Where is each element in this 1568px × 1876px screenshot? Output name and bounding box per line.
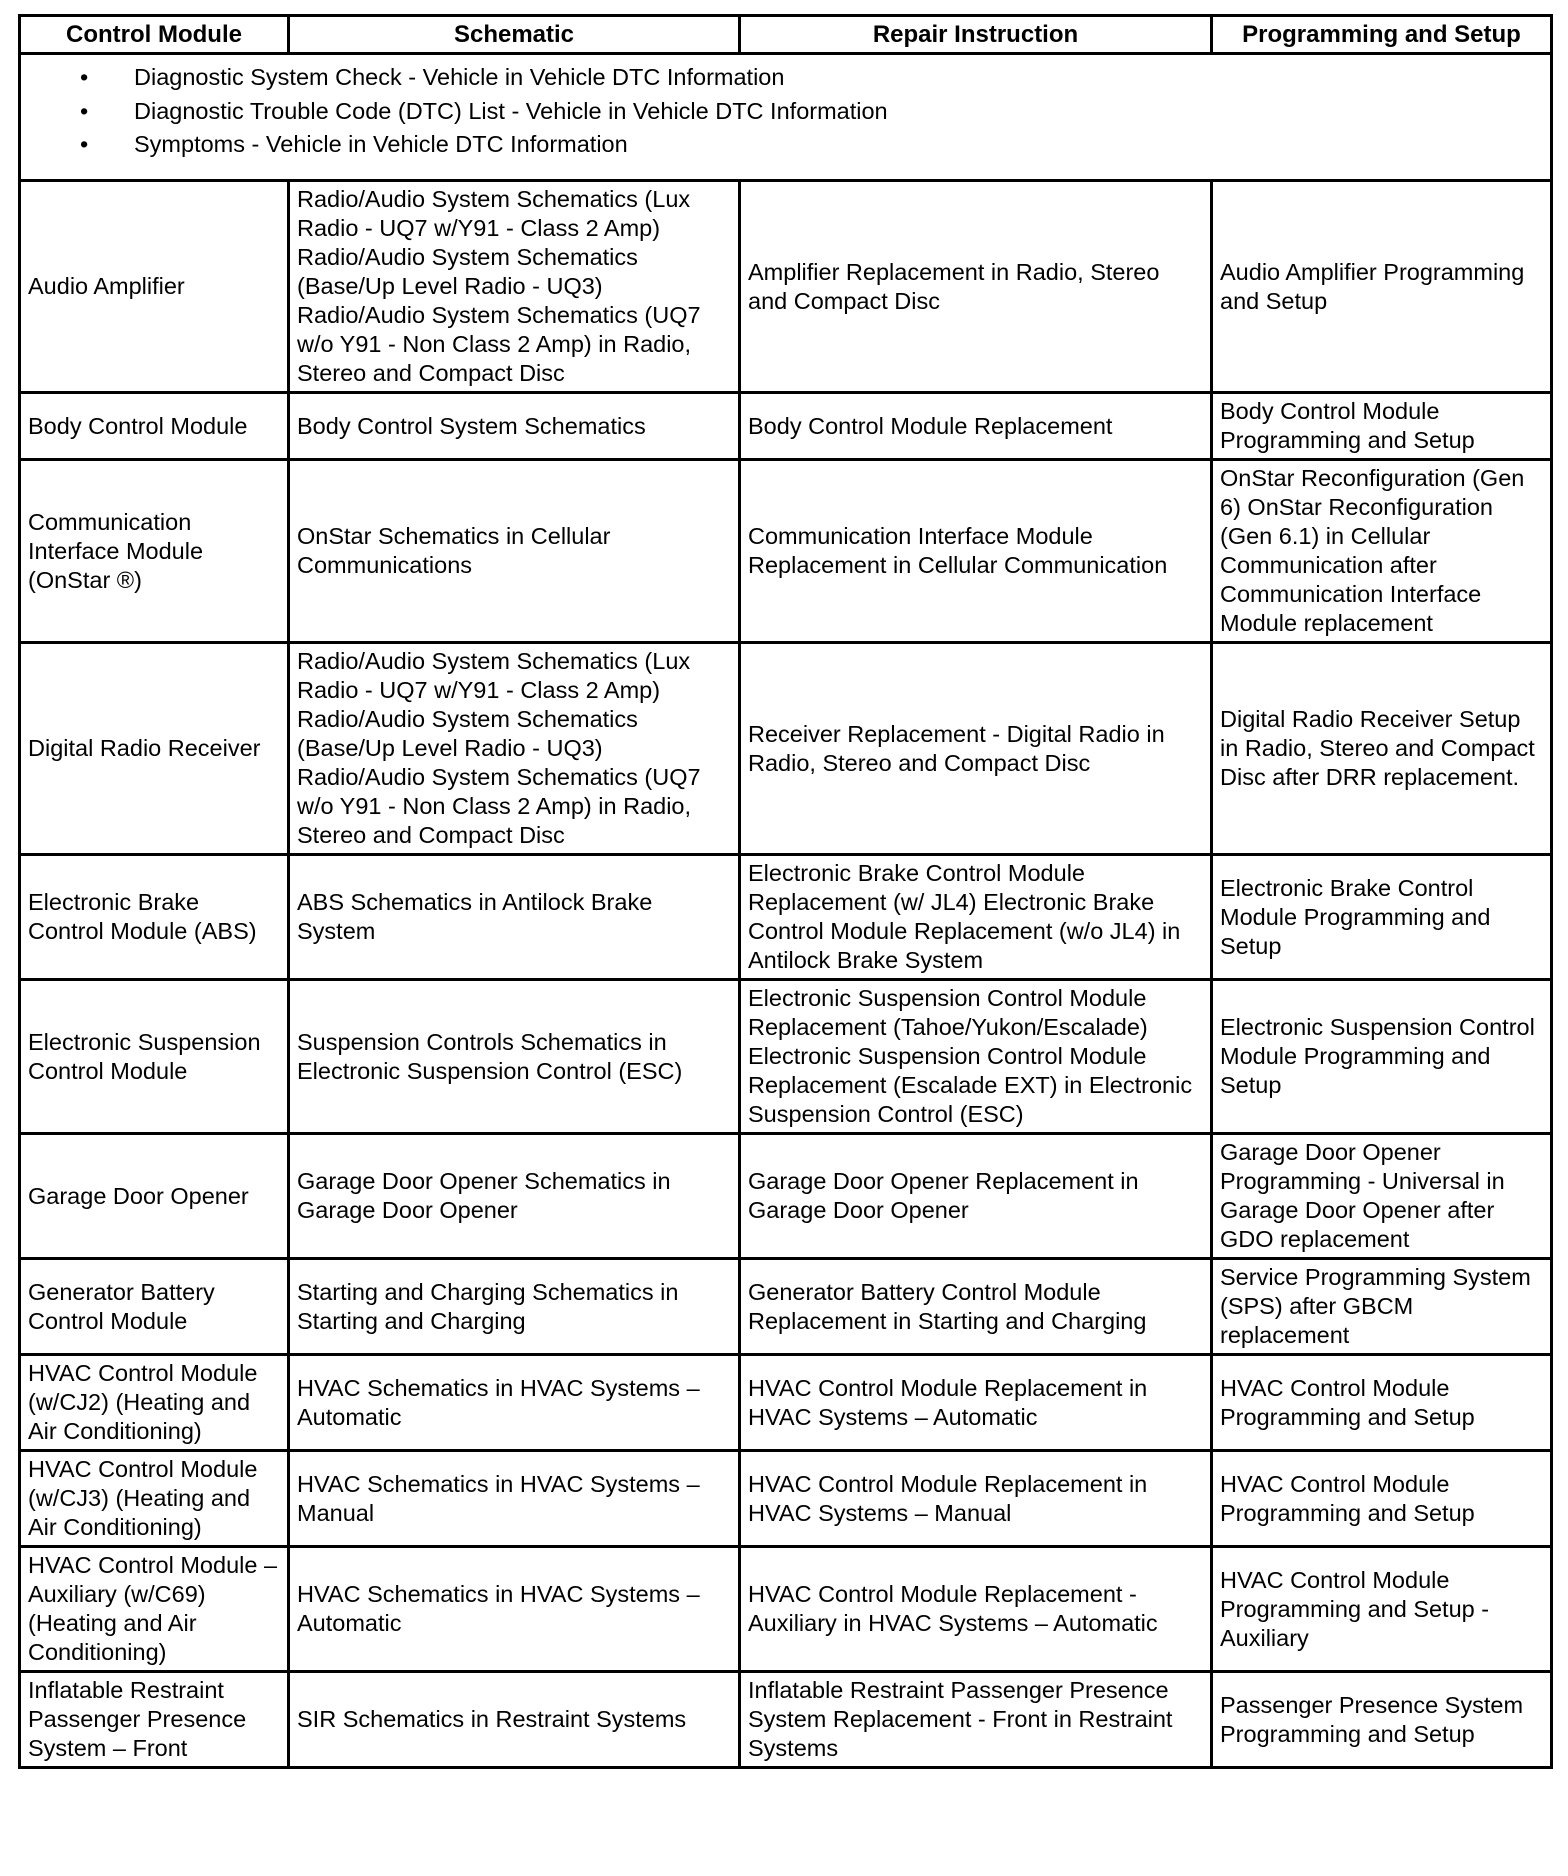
table-row bbox=[20, 1672, 1552, 1768]
repair-link[interactable]: HVAC Control Module Replacement in HVAC Systems – Automatic bbox=[740, 1355, 1212, 1451]
bullet-icon: • bbox=[80, 64, 89, 90]
header-row bbox=[20, 16, 1552, 54]
list-item[interactable]: • Diagnostic Trouble Code (DTC) List - Vehicle in Vehicle DTC Information bbox=[80, 97, 888, 124]
repair-link[interactable]: HVAC Control Module Replacement in HVAC Systems – Manual bbox=[740, 1451, 1212, 1547]
module-cell: Garage Door Opener bbox=[20, 1134, 289, 1259]
schematic-link[interactable]: OnStar Schematics in Cellular Communications bbox=[289, 460, 740, 643]
programming-link[interactable]: HVAC Control Module Programming and Setup bbox=[1212, 1451, 1552, 1547]
repair-link[interactable]: Amplifier Replacement in Radio, Stereo and Compact Disc bbox=[740, 181, 1212, 393]
diagnostic-links-row bbox=[20, 54, 1552, 181]
table-row bbox=[20, 181, 1552, 393]
programming-link[interactable]: Digital Radio Receiver Setup in Radio, Stereo and Compact Disc after DRR replacement. bbox=[1212, 643, 1552, 855]
repair-link[interactable]: Garage Door Opener Replacement in Garage Door Opener bbox=[740, 1134, 1212, 1259]
table-row bbox=[20, 1259, 1552, 1355]
control-module-table bbox=[18, 14, 1553, 1769]
programming-link[interactable]: HVAC Control Module Programming and Setup - Auxiliary bbox=[1212, 1547, 1552, 1672]
list-item[interactable]: • Symptoms - Vehicle in Vehicle DTC Information bbox=[80, 131, 628, 157]
repair-link[interactable]: Communication Interface Module Replacement in Cellular Communication bbox=[740, 460, 1212, 643]
table-row bbox=[20, 393, 1552, 460]
bullet-icon: • bbox=[80, 97, 89, 124]
module-cell: HVAC Control Module (w/CJ2) (Heating and Air Conditioning) bbox=[20, 1355, 289, 1451]
programming-link[interactable]: Electronic Brake Control Module Programming and Setup bbox=[1212, 855, 1552, 980]
schematic-link[interactable]: ABS Schematics in Antilock Brake System bbox=[289, 855, 740, 980]
table-row bbox=[20, 980, 1552, 1134]
module-cell: Electronic Brake Control Module (ABS) bbox=[20, 855, 289, 980]
programming-link[interactable]: Body Control Module Programming and Setup bbox=[1212, 393, 1552, 460]
header-control-module: Control Module bbox=[20, 16, 289, 54]
repair-link[interactable]: Receiver Replacement - Digital Radio in Radio, Stereo and Compact Disc bbox=[740, 643, 1212, 855]
schematic-link[interactable]: HVAC Schematics in HVAC Systems – Manual bbox=[289, 1451, 740, 1547]
programming-link[interactable]: Garage Door Opener Programming - Universal in Garage Door Opener after GDO replacement bbox=[1212, 1134, 1552, 1259]
header-repair-instruction: Repair Instruction bbox=[740, 16, 1212, 54]
schematic-link[interactable]: HVAC Schematics in HVAC Systems – Automatic bbox=[289, 1547, 740, 1672]
diagnostic-links-list bbox=[28, 63, 1543, 164]
programming-link[interactable]: Audio Amplifier Programming and Setup bbox=[1212, 181, 1552, 393]
table-row bbox=[20, 855, 1552, 980]
table-row bbox=[20, 1547, 1552, 1672]
schematic-link[interactable]: Suspension Controls Schematics in Electronic Suspension Control (ESC) bbox=[289, 980, 740, 1134]
module-cell: HVAC Control Module (w/CJ3) (Heating and Air Conditioning) bbox=[20, 1451, 289, 1547]
list-item[interactable]: • Diagnostic System Check - Vehicle in Vehicle DTC Information bbox=[80, 64, 785, 90]
table-row bbox=[20, 1355, 1552, 1451]
repair-link[interactable]: Electronic Brake Control Module Replacement (w/ JL4) Electronic Brake Control Module Replacement (w/o JL4) in Antilock Brake System bbox=[740, 855, 1212, 980]
programming-link[interactable]: Electronic Suspension Control Module Programming and Setup bbox=[1212, 980, 1552, 1134]
module-cell: Audio Amplifier bbox=[20, 181, 289, 393]
module-cell: Inflatable Restraint Passenger Presence System – Front bbox=[20, 1672, 289, 1768]
repair-link[interactable]: HVAC Control Module Replacement - Auxiliary in HVAC Systems – Automatic bbox=[740, 1547, 1212, 1672]
repair-link[interactable]: Inflatable Restraint Passenger Presence System Replacement - Front in Restraint Systems bbox=[740, 1672, 1212, 1768]
module-cell: Body Control Module bbox=[20, 393, 289, 460]
module-cell: Digital Radio Receiver bbox=[20, 643, 289, 855]
header-programming-setup: Programming and Setup bbox=[1212, 16, 1552, 54]
diagnostic-links-cell bbox=[20, 54, 1552, 181]
programming-link[interactable]: HVAC Control Module Programming and Setup bbox=[1212, 1355, 1552, 1451]
repair-link[interactable]: Electronic Suspension Control Module Replacement (Tahoe/Yukon/Escalade) Electronic Suspension Control Module Replacement (Escalade EXT) in Electronic Suspension Control (ESC) bbox=[740, 980, 1212, 1134]
schematic-link[interactable]: Radio/Audio System Schematics (Lux Radio - UQ7 w/Y91 - Class 2 Amp) Radio/Audio System Schematics (Base/Up Level Radio - UQ3) Radio/Audio System Schematics (UQ7 w/o Y91 - Non Class 2 Amp) in Radio, Stereo and Compact Disc bbox=[289, 643, 740, 855]
programming-link[interactable]: Passenger Presence System Programming and Setup bbox=[1212, 1672, 1552, 1768]
repair-link[interactable]: Body Control Module Replacement bbox=[740, 393, 1212, 460]
module-cell: Generator Battery Control Module bbox=[20, 1259, 289, 1355]
table-row bbox=[20, 1451, 1552, 1547]
bullet-icon: • bbox=[80, 131, 89, 157]
schematic-link[interactable]: HVAC Schematics in HVAC Systems – Automatic bbox=[289, 1355, 740, 1451]
programming-link[interactable]: Service Programming System (SPS) after GBCM replacement bbox=[1212, 1259, 1552, 1355]
header-schematic: Schematic bbox=[289, 16, 740, 54]
repair-link[interactable]: Generator Battery Control Module Replacement in Starting and Charging bbox=[740, 1259, 1212, 1355]
table-row bbox=[20, 643, 1552, 855]
programming-link[interactable]: OnStar Reconfiguration (Gen 6) OnStar Reconfiguration (Gen 6.1) in Cellular Communication after Communication Interface Module replacement bbox=[1212, 460, 1552, 643]
table-row bbox=[20, 1134, 1552, 1259]
schematic-link[interactable]: Starting and Charging Schematics in Starting and Charging bbox=[289, 1259, 740, 1355]
table-row bbox=[20, 460, 1552, 643]
schematic-link[interactable]: SIR Schematics in Restraint Systems bbox=[289, 1672, 740, 1768]
module-cell: HVAC Control Module – Auxiliary (w/C69) (Heating and Air Conditioning) bbox=[20, 1547, 289, 1672]
schematic-link[interactable]: Body Control System Schematics bbox=[289, 393, 740, 460]
module-cell: Communication Interface Module (OnStar ®) bbox=[20, 460, 289, 643]
module-cell: Electronic Suspension Control Module bbox=[20, 980, 289, 1134]
schematic-link[interactable]: Garage Door Opener Schematics in Garage Door Opener bbox=[289, 1134, 740, 1259]
schematic-link[interactable]: Radio/Audio System Schematics (Lux Radio - UQ7 w/Y91 - Class 2 Amp) Radio/Audio System Schematics (Base/Up Level Radio - UQ3) Radio/Audio System Schematics (UQ7 w/o Y91 - Non Class 2 Amp) in Radio, Stereo and Compact Disc bbox=[289, 181, 740, 393]
